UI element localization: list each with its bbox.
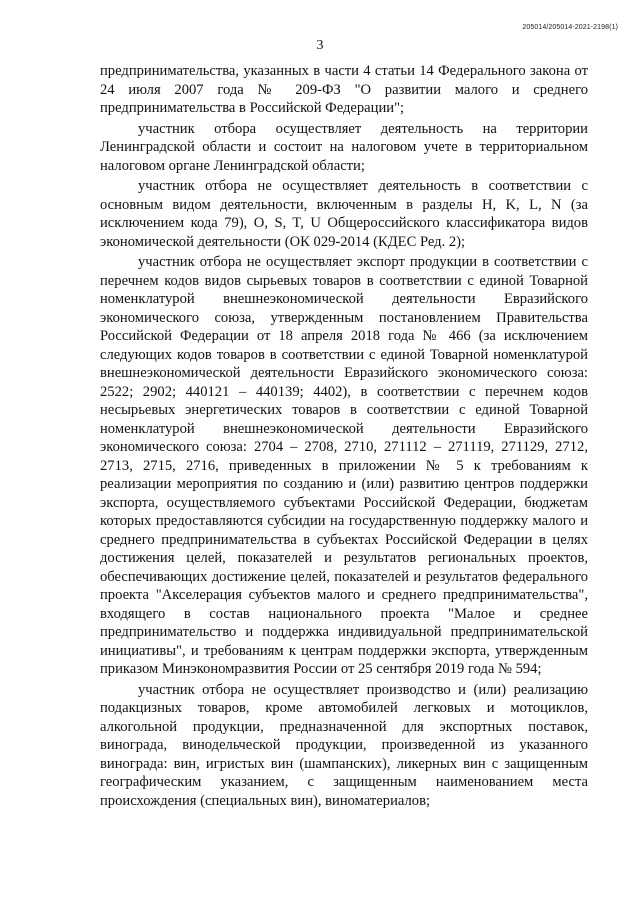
paragraph-4: участник отбора не осуществляет экспорт продукции в соответствии с перечнем кодов видов сырьевых товаров в соответствии с единой Товарной номенклатурой внешнеэкономической деятельности Евразийского экономического союза, утвержденным постановлением Правительства Российской Федерации от 18 апреля 2018 года № 466 (за исключением следующих кодов товаров в соответствии с единой Товарной номенклатурой внешнеэкономической деятельности Евразийского экономического союза: 2522; 2902; 440121 – 440139; 4402), в соответствии с перечнем кодов несырьевых энергетических товаров в соответствии с единой Товарной номенклатурой внешнеэкономической деятельности Евразийского экономического союза: 2704 – 2708, 2710, 271112 – 271119, 271129, 2712, 2713, 2715, 2716, приведенных в приложении № 5 к требованиям к реализации мероприятия по созданию и (или) развитию центров поддержки экспорта, осуществляемого субъектами Российской Федерации, бюджетам которых предоставляются субсидии на государственную поддержку малого и среднего предпринимательства в субъектах Российской Федерации в целях достижения целей, показателей и результатов региональных проектов, обеспечивающих достижение целей, показателей и результатов федерального проекта "Акселерация субъектов малого и среднего предпринимательства", входящего в состав национального проекта "Малое и среднее предпринимательство и поддержка индивидуальной предпринимательской инициативы", и требованиям к центрам поддержки экспорта, утвержденным приказом Минэкономразвития России от 25 сентября 2019 года № 594;	[100, 254, 588, 677]
paragraph-1: предпринимательства, указанных в части 4 статьи 14 Федерального закона от 24 июля 2007 года № 209-ФЗ "О развитии малого и среднего предпринимательства в Российской Федерации";	[100, 63, 588, 116]
document-body	[100, 62, 588, 810]
document-id: 205014/205014-2021-2198(1)	[522, 24, 618, 31]
page-number: 3	[316, 38, 324, 53]
paragraph-2: участник отбора осуществляет деятельность на территории Ленинградской области и состоит на налоговом учете в территориальном налоговом органе Ленинградской области;	[100, 120, 588, 174]
paragraph-5: участник отбора не осуществляет производство и (или) реализацию подакцизных товаров, кроме автомобилей легковых и мотоциклов, алкогольной продукции, предназначенной для экспортных поставок, винограда, винодельческой продукции, произведенной из указанного винограда: вин, игристых вин (шампанских), ликерных вин с защищенным географическим указанием, с защищенным наименованием места происхождения (специальных вин), виноматериалов;	[100, 681, 588, 809]
paragraph-3: участник отбора не осуществляет деятельность в соответствии с основным видом деятельности, включенным в разделы H, K, L, N (за исключением кода 79), O, S, T, U Общероссийского классификатора видов экономической деятельности (ОК 029-2014 (КДЕС Ред. 2);	[100, 178, 588, 250]
